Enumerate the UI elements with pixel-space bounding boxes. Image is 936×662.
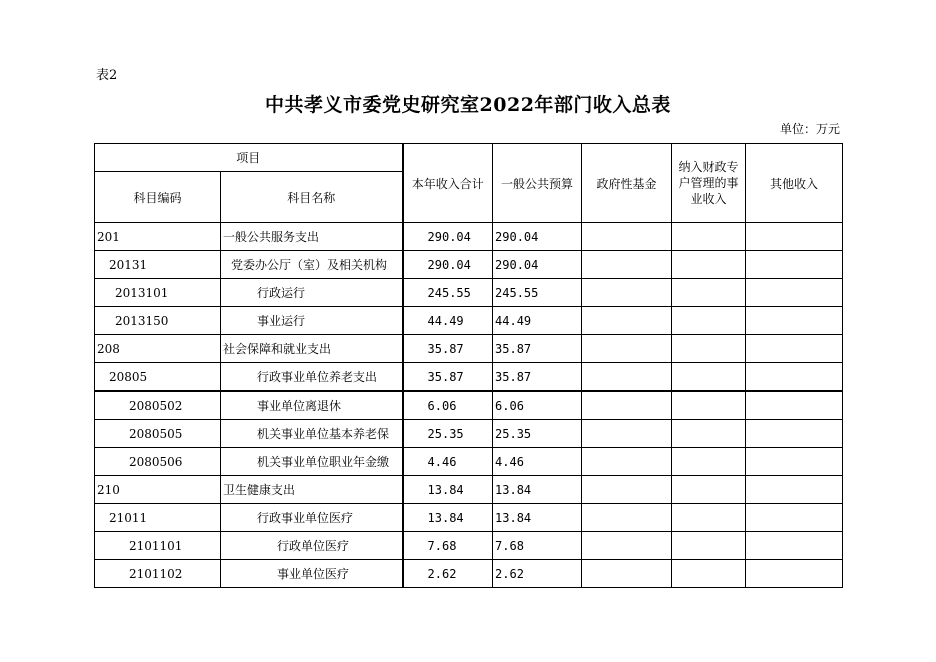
table-row — [95, 420, 843, 448]
row-other — [746, 476, 843, 504]
row-total: 4.46 — [403, 448, 493, 476]
row-name: 事业运行 — [221, 307, 403, 335]
row-gov-fund — [582, 391, 672, 420]
row-general-budget: 4.46 — [493, 448, 582, 476]
row-fiscal-special — [672, 560, 746, 588]
header-fiscal-special: 纳入财政专户管理的事业收入 — [672, 144, 746, 223]
row-code: 2080502 — [95, 391, 221, 420]
row-gov-fund — [582, 307, 672, 335]
row-general-budget: 35.87 — [493, 335, 582, 363]
row-code: 20131 — [95, 251, 221, 279]
row-fiscal-special — [672, 420, 746, 448]
row-gov-fund — [582, 251, 672, 279]
row-general-budget: 13.84 — [493, 476, 582, 504]
header-total: 本年收入合计 — [403, 144, 493, 223]
header-gov-fund: 政府性基金 — [582, 144, 672, 223]
page-title: 中共孝义市委党史研究室2022年部门收入总表 — [265, 94, 671, 116]
table-row — [95, 223, 843, 251]
table-row — [95, 307, 843, 335]
row-gov-fund — [582, 420, 672, 448]
row-fiscal-special — [672, 532, 746, 560]
row-name: 一般公共服务支出 — [221, 223, 403, 251]
row-code: 2101102 — [95, 560, 221, 588]
row-name: 行政单位医疗 — [221, 532, 403, 560]
table-row — [95, 279, 843, 307]
row-total: 13.84 — [403, 504, 493, 532]
row-gov-fund — [582, 363, 672, 392]
row-name: 机关事业单位基本养老保 — [221, 420, 403, 448]
row-total: 245.55 — [403, 279, 493, 307]
row-code: 2101101 — [95, 532, 221, 560]
row-code: 208 — [95, 335, 221, 363]
row-total: 25.35 — [403, 420, 493, 448]
sheet-label: 表2 — [96, 68, 118, 83]
row-other — [746, 335, 843, 363]
row-fiscal-special — [672, 307, 746, 335]
row-other — [746, 251, 843, 279]
row-general-budget: 6.06 — [493, 391, 582, 420]
row-code: 2013150 — [95, 307, 221, 335]
row-general-budget: 13.84 — [493, 504, 582, 532]
row-code: 2080506 — [95, 448, 221, 476]
header-general-budget: 一般公共预算 — [493, 144, 582, 223]
row-name: 行政运行 — [221, 279, 403, 307]
row-code: 201 — [95, 223, 221, 251]
row-code: 2080505 — [95, 420, 221, 448]
row-gov-fund — [582, 504, 672, 532]
row-total: 13.84 — [403, 476, 493, 504]
row-general-budget: 290.04 — [493, 251, 582, 279]
unit-label: 单位：万元 — [779, 122, 840, 136]
row-fiscal-special — [672, 279, 746, 307]
row-name: 卫生健康支出 — [221, 476, 403, 504]
table-row — [95, 363, 843, 392]
row-fiscal-special — [672, 391, 746, 420]
row-code: 2013101 — [95, 279, 221, 307]
row-other — [746, 307, 843, 335]
table-row — [95, 476, 843, 504]
row-fiscal-special — [672, 251, 746, 279]
row-total: 35.87 — [403, 363, 493, 392]
table-row — [95, 391, 843, 420]
row-general-budget: 7.68 — [493, 532, 582, 560]
row-code: 20805 — [95, 363, 221, 392]
row-other — [746, 504, 843, 532]
row-gov-fund — [582, 476, 672, 504]
table-row — [95, 560, 843, 588]
table-row — [95, 532, 843, 560]
row-name: 党委办公厅（室）及相关机构 — [221, 251, 403, 279]
row-other — [746, 279, 843, 307]
row-name: 机关事业单位职业年金缴 — [221, 448, 403, 476]
row-fiscal-special — [672, 476, 746, 504]
row-general-budget: 44.49 — [493, 307, 582, 335]
row-total: 7.68 — [403, 532, 493, 560]
row-name: 事业单位离退休 — [221, 391, 403, 420]
row-name: 行政事业单位医疗 — [221, 504, 403, 532]
header-code: 科目编码 — [95, 172, 221, 223]
row-total: 6.06 — [403, 391, 493, 420]
row-name: 事业单位医疗 — [221, 560, 403, 588]
row-fiscal-special — [672, 448, 746, 476]
row-total: 290.04 — [403, 251, 493, 279]
row-other — [746, 448, 843, 476]
row-other — [746, 223, 843, 251]
row-name: 行政事业单位养老支出 — [221, 363, 403, 392]
header-name: 科目名称 — [221, 172, 403, 223]
row-other — [746, 420, 843, 448]
row-other — [746, 391, 843, 420]
row-other — [746, 532, 843, 560]
row-gov-fund — [582, 335, 672, 363]
row-general-budget: 35.87 — [493, 363, 582, 392]
table-row — [95, 504, 843, 532]
row-fiscal-special — [672, 363, 746, 392]
income-table — [94, 143, 843, 588]
header-other: 其他收入 — [746, 144, 843, 223]
row-other — [746, 560, 843, 588]
row-code: 210 — [95, 476, 221, 504]
row-total: 2.62 — [403, 560, 493, 588]
row-name: 社会保障和就业支出 — [221, 335, 403, 363]
row-gov-fund — [582, 448, 672, 476]
row-fiscal-special — [672, 504, 746, 532]
row-general-budget: 2.62 — [493, 560, 582, 588]
row-gov-fund — [582, 223, 672, 251]
row-fiscal-special — [672, 223, 746, 251]
row-code: 21011 — [95, 504, 221, 532]
row-total: 290.04 — [403, 223, 493, 251]
row-total: 35.87 — [403, 335, 493, 363]
row-general-budget: 245.55 — [493, 279, 582, 307]
header-project: 项目 — [95, 144, 403, 172]
row-total: 44.49 — [403, 307, 493, 335]
table-row — [95, 335, 843, 363]
row-other — [746, 363, 843, 392]
table-row — [95, 448, 843, 476]
row-gov-fund — [582, 532, 672, 560]
table-row — [95, 251, 843, 279]
row-general-budget: 290.04 — [493, 223, 582, 251]
row-fiscal-special — [672, 335, 746, 363]
row-gov-fund — [582, 560, 672, 588]
row-general-budget: 25.35 — [493, 420, 582, 448]
row-gov-fund — [582, 279, 672, 307]
